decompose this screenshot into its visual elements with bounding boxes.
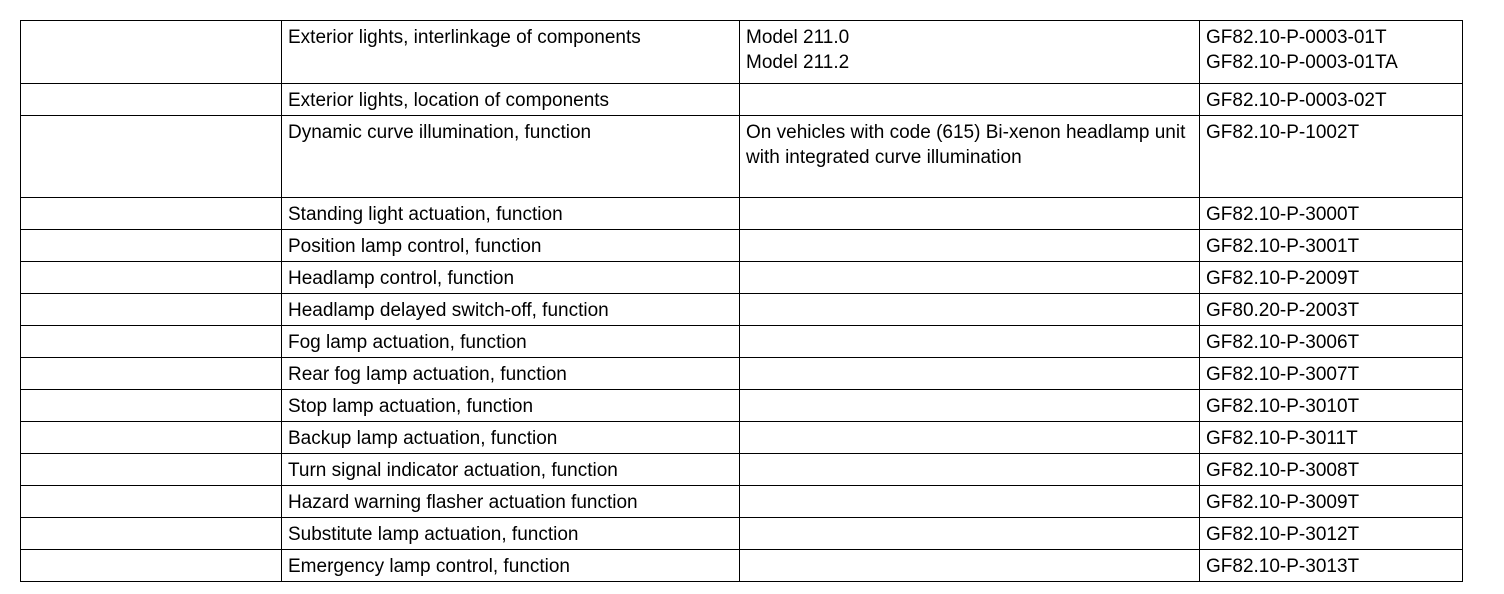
- document-ref-cell: [1200, 262, 1463, 294]
- blank-cell: [21, 518, 282, 550]
- model-notes-cell: [740, 84, 1200, 116]
- document-title-cell: [282, 326, 740, 358]
- table-row: [21, 518, 1463, 550]
- document-ref-cell: [1200, 198, 1463, 230]
- blank-cell: [21, 116, 282, 198]
- document-title-cell: [282, 21, 740, 84]
- document-title: Dynamic curve illumination, function: [288, 122, 592, 143]
- table-row: [21, 486, 1463, 518]
- document-title-cell: [282, 358, 740, 390]
- document-ref: GF82.10-P-3012T: [1206, 524, 1360, 545]
- document-ref-cell: [1200, 486, 1463, 518]
- blank-cell: [21, 262, 282, 294]
- document-ref-cell: [1200, 326, 1463, 358]
- document-title-cell: [282, 486, 740, 518]
- document-title-cell: [282, 198, 740, 230]
- document-ref-cell: [1200, 518, 1463, 550]
- model-notes-cell: [740, 518, 1200, 550]
- document-title: Emergency lamp control, function: [288, 556, 570, 577]
- document-ref-cell: [1200, 21, 1463, 84]
- document-ref-cell: [1200, 84, 1463, 116]
- table-row: [21, 21, 1463, 84]
- document-ref: GF82.10-P-3006T: [1206, 332, 1360, 353]
- table-row: [21, 116, 1463, 198]
- document-title: Hazard warning flasher actuation function: [288, 492, 638, 513]
- model-notes-cell: [740, 116, 1200, 198]
- document-title-cell: [282, 84, 740, 116]
- model-notes-cell: [740, 198, 1200, 230]
- document-title: Position lamp control, function: [288, 236, 542, 257]
- document-ref: GF80.20-P-2003T: [1206, 300, 1360, 321]
- model-notes-cell: [740, 454, 1200, 486]
- table-row: [21, 198, 1463, 230]
- document-ref-cell: [1200, 454, 1463, 486]
- table-body: [21, 21, 1463, 582]
- model-notes-cell: [740, 294, 1200, 326]
- document-title-cell: [282, 390, 740, 422]
- document-title-cell: [282, 518, 740, 550]
- model-notes-cell: [740, 422, 1200, 454]
- document-reference-table: [20, 20, 1463, 582]
- blank-cell: [21, 198, 282, 230]
- model-notes-cell: [740, 486, 1200, 518]
- document-title: Stop lamp actuation, function: [288, 396, 534, 417]
- model-notes-cell: [740, 21, 1200, 84]
- table-row: [21, 390, 1463, 422]
- document-title-cell: [282, 116, 740, 198]
- document-title-cell: [282, 454, 740, 486]
- document-ref-cell: [1200, 116, 1463, 198]
- model-note: Model 211.2: [746, 52, 850, 73]
- document-ref: GF82.10-P-3010T: [1206, 396, 1360, 417]
- document-title: Substitute lamp actuation, function: [288, 524, 579, 545]
- document-ref-cell: [1200, 358, 1463, 390]
- table-row: [21, 550, 1463, 582]
- document-ref: GF82.10-P-3013T: [1206, 556, 1360, 577]
- document-ref-cell: [1200, 294, 1463, 326]
- document-title: Headlamp delayed switch-off, function: [288, 300, 609, 321]
- document-title: Exterior lights, interlinkage of components: [288, 27, 641, 48]
- model-note: Model 211.0: [746, 27, 850, 48]
- document-ref: GF82.10-P-0003-02T: [1206, 90, 1387, 111]
- table-row: [21, 326, 1463, 358]
- model-notes-cell: [740, 262, 1200, 294]
- document-ref: GF82.10-P-3000T: [1206, 204, 1360, 225]
- document-ref: GF82.10-P-3011T: [1206, 428, 1358, 449]
- blank-cell: [21, 230, 282, 262]
- model-note: On vehicles with code (615) Bi-xenon headlamp unit with integrated curve illumination: [746, 122, 1186, 168]
- table-row: [21, 294, 1463, 326]
- document-title: Standing light actuation, function: [288, 204, 563, 225]
- table-row: [21, 262, 1463, 294]
- document-ref: GF82.10-P-0003-01T: [1206, 27, 1387, 48]
- blank-cell: [21, 550, 282, 582]
- document-ref: GF82.10-P-1002T: [1206, 122, 1360, 143]
- document-title: Backup lamp actuation, function: [288, 428, 558, 449]
- model-notes-cell: [740, 326, 1200, 358]
- model-notes-cell: [740, 358, 1200, 390]
- document-ref-cell: [1200, 422, 1463, 454]
- blank-cell: [21, 390, 282, 422]
- document-title: Rear fog lamp actuation, function: [288, 364, 567, 385]
- document-title-cell: [282, 294, 740, 326]
- document-title: Fog lamp actuation, function: [288, 332, 527, 353]
- document-title-cell: [282, 262, 740, 294]
- model-notes-cell: [740, 390, 1200, 422]
- document-title: Exterior lights, location of components: [288, 90, 610, 111]
- table-row: [21, 84, 1463, 116]
- document-title-cell: [282, 550, 740, 582]
- table-row: [21, 230, 1463, 262]
- blank-cell: [21, 358, 282, 390]
- document-title: Headlamp control, function: [288, 268, 515, 289]
- document-ref: GF82.10-P-3008T: [1206, 460, 1360, 481]
- document-ref: GF82.10-P-0003-01TA: [1206, 52, 1398, 73]
- blank-cell: [21, 486, 282, 518]
- table-row: [21, 422, 1463, 454]
- blank-cell: [21, 326, 282, 358]
- model-notes-cell: [740, 550, 1200, 582]
- document-ref-cell: [1200, 230, 1463, 262]
- document-ref: GF82.10-P-3007T: [1206, 364, 1360, 385]
- document-ref: GF82.10-P-3009T: [1206, 492, 1360, 513]
- table-row: [21, 358, 1463, 390]
- document-title-cell: [282, 422, 740, 454]
- table-row: [21, 454, 1463, 486]
- blank-cell: [21, 84, 282, 116]
- document-title: Turn signal indicator actuation, function: [288, 460, 618, 481]
- document-ref-cell: [1200, 390, 1463, 422]
- blank-cell: [21, 422, 282, 454]
- document-title-cell: [282, 230, 740, 262]
- blank-cell: [21, 294, 282, 326]
- blank-cell: [21, 21, 282, 84]
- blank-cell: [21, 454, 282, 486]
- document-ref: GF82.10-P-3001T: [1206, 236, 1360, 257]
- model-notes-cell: [740, 230, 1200, 262]
- document-ref: GF82.10-P-2009T: [1206, 268, 1360, 289]
- document-ref-cell: [1200, 550, 1463, 582]
